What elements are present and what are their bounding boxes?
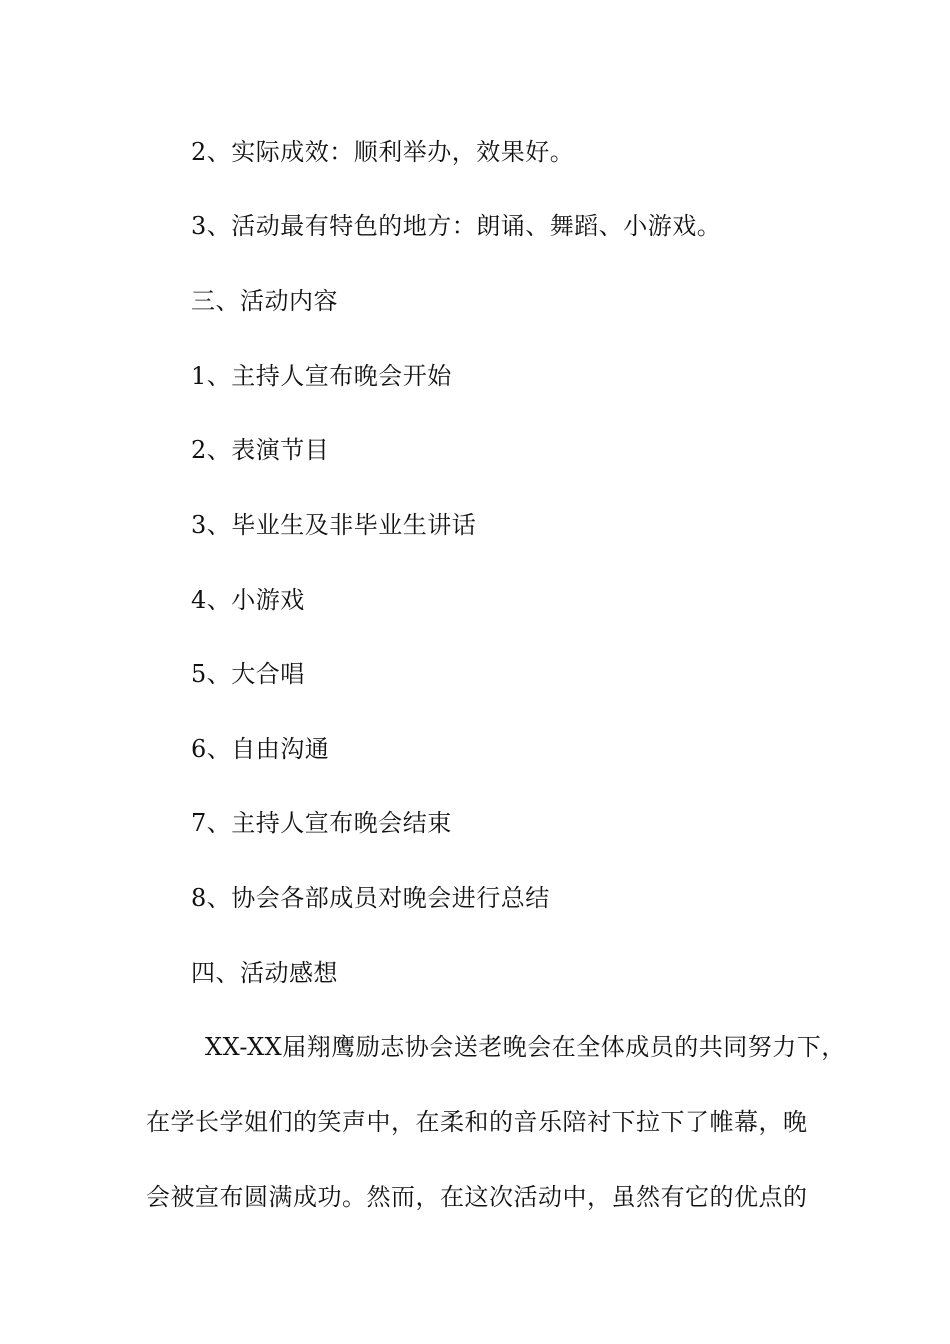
paragraph-line: 在学长学姐们的笑声中，在柔和的音乐陪衬下拉下了帷幕，晚 <box>146 1108 808 1136</box>
list-item: 2、表演节目 <box>191 436 330 464</box>
paragraph-line: 会被宣布圆满成功。然而，在这次活动中，虽然有它的优点的 <box>146 1183 808 1211</box>
paragraph-line: XX-XX届翔鹰励志协会送老晚会在全体成员的共同努力下， <box>205 1033 846 1061</box>
section-heading: 三、活动内容 <box>191 287 338 315</box>
list-item: 3、毕业生及非毕业生讲话 <box>191 511 477 539</box>
list-item: 8、协会各部成员对晚会进行总结 <box>191 884 550 912</box>
list-item: 4、小游戏 <box>191 586 305 614</box>
section-heading: 四、活动感想 <box>191 959 338 987</box>
list-item: 6、自由沟通 <box>191 735 330 763</box>
list-item: 2、实际成效：顺利举办，效果好。 <box>191 138 575 166</box>
list-item: 3、活动最有特色的地方：朗诵、舞蹈、小游戏。 <box>191 212 722 240</box>
list-item: 5、大合唱 <box>191 660 305 688</box>
list-item: 1、主持人宣布晚会开始 <box>191 362 452 390</box>
list-item: 7、主持人宣布晚会结束 <box>191 809 452 837</box>
